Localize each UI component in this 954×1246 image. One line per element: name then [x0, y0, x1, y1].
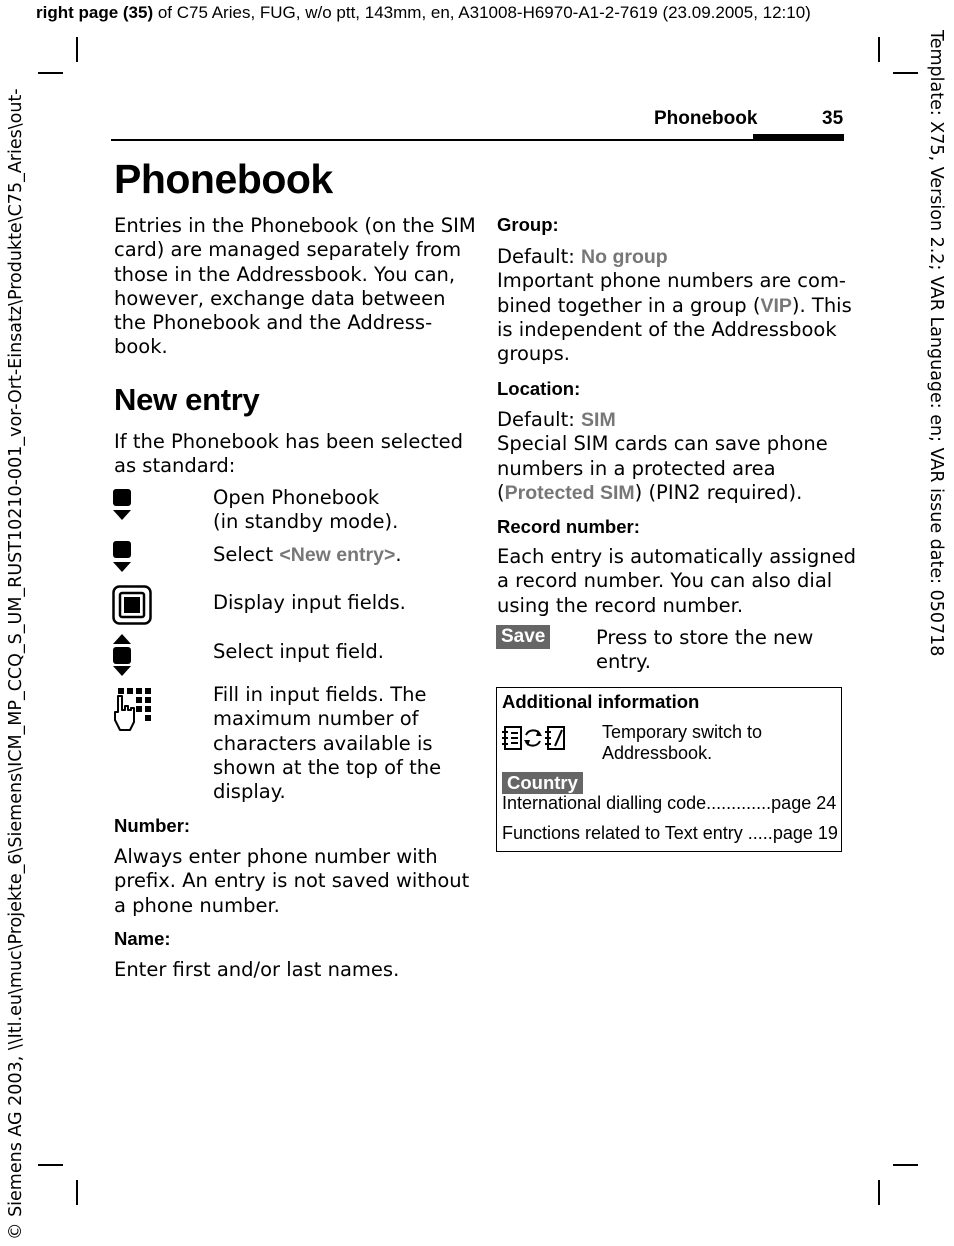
number-label: Number: [114, 815, 191, 836]
protected-sim: Protected SIM [504, 481, 635, 504]
crop-mark [893, 72, 918, 74]
crop-mark [38, 72, 63, 74]
nav-down-icon [111, 488, 133, 522]
text-line: card) are managed separately from [114, 238, 462, 262]
text-line: display. [213, 780, 286, 804]
text-line: characters available is [213, 731, 433, 755]
crop-mark [38, 1164, 63, 1166]
text-line [497, 294, 852, 318]
crop-mark [878, 1180, 880, 1205]
text-line: maximum number of [213, 707, 419, 731]
text-line: Important phone numbers are com- [497, 269, 846, 293]
location-label: Location: [497, 378, 581, 399]
text-span: ............. [706, 793, 772, 813]
text-span: ..... [742, 823, 773, 843]
save-description [596, 626, 813, 675]
text-line: (in standby mode). [213, 510, 399, 534]
save-softkey [496, 625, 550, 649]
text-span: Functions related to Text entry [502, 823, 743, 843]
text-line: shown at the top of the [213, 755, 442, 779]
text-line: Select input field. [213, 640, 384, 663]
intro-paragraph [114, 214, 476, 360]
text-line: Display input fields. [213, 591, 406, 614]
additional-info-box [496, 687, 842, 852]
nav-down-icon [111, 540, 133, 574]
text-line: the Phonebook and the Address- [114, 311, 433, 335]
side-path-text: © Siemens AG 2003, \\Itl.eu\muc\Projekte_6\Siemens\ICM_MP_CCQ_S_UM_RUST10210-001_vor-Ort-Einsatz\Produkte\C75_Aries\out- [6, 88, 26, 1240]
text-line: groups. [497, 342, 570, 366]
text-span: ). This [791, 293, 852, 317]
text-line: a record number. You can also dial [497, 569, 833, 593]
crop-mark [76, 37, 78, 62]
text-line: however, exchange data between [114, 286, 446, 310]
running-header-title: Phonebook [654, 108, 758, 129]
ref-text-entry-functions [502, 823, 838, 844]
slug-page: right page (35) [36, 3, 154, 22]
text-line: Press to store the new [596, 626, 814, 649]
ref-international-dialling-code [502, 793, 836, 814]
text-span: ) (PIN2 required). [634, 480, 803, 504]
text-span: bined together in a group ( [497, 293, 761, 317]
new-entry-intro [114, 430, 463, 479]
text-line: Open Phonebook [213, 486, 380, 509]
text-line: entry. [596, 650, 651, 674]
text-line: Entries in the Phonebook (on the SIM [114, 214, 476, 237]
text-span: . [395, 543, 402, 566]
group-label: Group: [497, 214, 559, 235]
crop-mark [893, 1164, 918, 1166]
text-line [497, 481, 828, 505]
location-paragraph [497, 408, 828, 505]
section-heading-new-entry: New entry [114, 382, 260, 417]
header-rule [111, 139, 844, 141]
text-line: Temporary switch to [602, 722, 763, 742]
text-span: Default: [497, 245, 582, 268]
centre-key-icon [112, 585, 152, 625]
page-title: Phonebook [114, 156, 333, 202]
keypad-icon [112, 686, 156, 732]
save-softkey-label: Save [496, 625, 550, 649]
page-number: 35 [822, 108, 844, 129]
text-line: a phone number. [114, 893, 280, 917]
record-number-paragraph [497, 545, 856, 618]
page-reference: page 19 [772, 823, 838, 843]
step-select-input-field [213, 640, 458, 664]
switch-description [602, 722, 762, 764]
text-line: Each entry is automatically assigned [497, 545, 857, 568]
text-line [497, 408, 828, 432]
text-line: Special SIM cards can save phone [497, 432, 828, 456]
text-line: as standard: [114, 454, 236, 478]
text-line [497, 245, 852, 269]
name-label: Name: [114, 928, 171, 949]
text-line: Always enter phone number with [114, 845, 438, 868]
text-line: numbers in a protected area [497, 456, 776, 480]
text-line: those in the Addressbook. You can, [114, 262, 456, 286]
text-span: International dialling code [502, 793, 707, 813]
number-paragraph [114, 845, 469, 918]
text-line: using the record number. [497, 593, 744, 617]
step-fill-input-fields [213, 683, 458, 804]
crop-mark [878, 37, 880, 62]
menu-item-new-entry: <New entry> [279, 544, 396, 566]
text-line: book. [114, 335, 168, 359]
slug-info: of C75 Aries, FUG, w/o ptt, 143mm, en, A31008-H6970-A1-2-7619 (23.09.2005, 12:10) [153, 3, 811, 22]
name-paragraph [114, 958, 399, 982]
group-vip: VIP [760, 294, 792, 317]
country-badge: Country [502, 772, 583, 794]
default-value-sim: SIM [581, 409, 616, 431]
header-tab [753, 134, 844, 141]
step-open-phonebook [213, 486, 458, 535]
page-reference: page 24 [771, 793, 837, 813]
record-number-label: Record number: [497, 516, 640, 537]
default-value-no-group: No group [581, 246, 668, 268]
step-select-new-entry [213, 543, 458, 567]
text-line: Fill in input fields. The [213, 683, 427, 706]
print-slug [36, 3, 811, 23]
text-line: Enter first and/or last names. [114, 958, 400, 981]
text-line: is independent of the Addressbook [497, 317, 837, 341]
text-line: prefix. An entry is not saved without [114, 869, 470, 893]
nav-updown-icon [111, 632, 133, 678]
text-span: Select [213, 543, 280, 566]
side-template-text: Template: X75, Version 2.2; VAR Language: en; VAR issue date: 050718 [926, 30, 946, 657]
text-line: Addressbook. [602, 743, 713, 763]
text-span: Default: [497, 408, 582, 431]
text-line: If the Phonebook has been selected [114, 430, 464, 453]
crop-mark [76, 1180, 78, 1205]
text-span: ( [497, 480, 505, 504]
additional-info-title: Additional information [502, 691, 700, 712]
country-label [502, 772, 583, 794]
phonebook-addressbook-switch-icon [502, 724, 568, 752]
group-paragraph [497, 245, 852, 366]
step-display-input-fields [213, 591, 458, 615]
